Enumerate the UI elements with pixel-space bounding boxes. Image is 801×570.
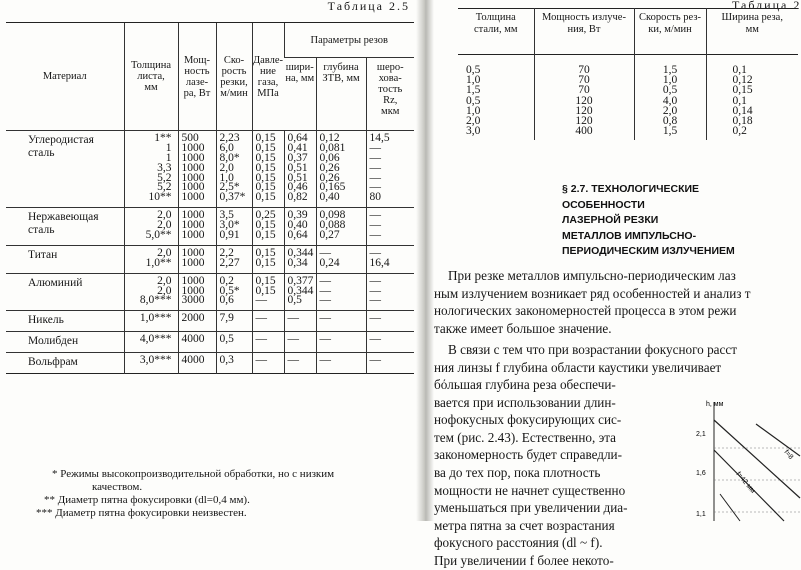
depth-vs-focal-graph <box>696 394 800 521</box>
cell-thickness: 3,0*** <box>124 353 178 374</box>
graph-y-tick: 1,1 <box>696 511 706 518</box>
cell-depth: — — — <box>316 273 366 311</box>
cell-roughness: — <box>366 353 414 374</box>
header-cut-params: Параметры резов <box>284 23 414 58</box>
material-row <box>6 208 414 246</box>
cell-pressure: 0,15 0,15 <box>252 245 284 273</box>
cell-speed: 0,2 0,5* 0,6 <box>216 273 252 311</box>
cell-roughness: — <box>366 311 414 332</box>
header-roughness: шеро- хова- тость Rz, мкм <box>366 58 414 131</box>
footnote-3: *** Диаметр пятна фокусировки неизвестен. <box>36 507 247 519</box>
header-pressure: Давле- ние газа, МПа <box>252 23 284 131</box>
p2-line: В связи с тем что при возрастании фокусного расст <box>448 342 737 357</box>
header-steel-thickness: Толщина стали, мм <box>473 12 518 35</box>
cell-roughness: — — — <box>366 273 414 311</box>
cell-pressure: 0,15 0,15 0,15 0,15 0,15 0,15 0,15 <box>252 131 284 208</box>
cell-speed: 0,3 <box>216 353 252 374</box>
p1-line: При резке металлов импульсно-периодическим лаз <box>448 268 736 283</box>
header-depth: глубина ЗТВ, мм <box>316 58 366 131</box>
cell-speed: 2,2 2,27 <box>216 245 252 273</box>
p1-line: также имеет большое значение. <box>434 320 612 336</box>
cell-roughness: — — — <box>366 208 414 246</box>
cell-width: 0,39 0,40 0,64 <box>284 208 316 246</box>
p1-line: нологических закономерностей процесса в этом режи <box>434 303 737 319</box>
graph-curve-label: f=8 <box>782 448 795 461</box>
graph-y-label: h, мм <box>706 401 724 408</box>
header-speed: Ско- рость резки, м/мин <box>216 23 252 131</box>
cell-width: — <box>284 311 316 332</box>
steel-cutting-table <box>458 8 798 140</box>
graph-curve <box>714 420 800 498</box>
cell-width: — <box>284 332 316 353</box>
graph-curve <box>720 494 740 521</box>
cell-power: 2000 <box>178 311 216 332</box>
footnote-1-cont: качеством. <box>92 481 143 493</box>
cell-width: — <box>284 353 316 374</box>
cell-speed: 2,23 6,0 8,0* 2,0 1,0 2,5* 0,37* <box>216 131 252 208</box>
graph-curve <box>756 424 800 456</box>
cell-depth: 0,12 0,081 0,06 0,26 0,26 0,165 0,40 <box>316 131 366 208</box>
cell-thickness: 4,0*** <box>124 332 178 353</box>
cell-depth: 0,098 0,088 0,27 <box>316 208 366 246</box>
paragraph-1 <box>434 267 800 337</box>
cell-power: 1000 1000 <box>178 245 216 273</box>
material-name: Никель <box>28 314 64 327</box>
cell-width: 0,344 0,34 <box>284 245 316 273</box>
cell-power: 1000 1000 1000 <box>178 208 216 246</box>
p1-line: ным излучением возникает ряд особенностей и анализ т <box>434 285 751 301</box>
cell-pressure: 0,25 0,15 0,15 <box>252 208 284 246</box>
cell-speed: 3,5 3,0* 0,91 <box>216 208 252 246</box>
cell-depth: — 0,24 <box>316 245 366 273</box>
material-row <box>6 353 414 374</box>
material-row <box>6 245 414 273</box>
right-page <box>434 0 801 568</box>
col-cutting-speed: 1,5 1,0 0,5 4,0 2,0 0,8 1,5 <box>634 55 706 141</box>
table-caption-left: Таблица 2.5 <box>327 0 410 13</box>
header-cut-width: Ширина реза, мм <box>706 9 798 55</box>
cell-thickness: 1** 1 1 3,3 5,2 5,2 10** <box>124 131 178 208</box>
header-material: Материал <box>6 23 124 131</box>
cell-width: 0,64 0,41 0,37 0,51 0,51 0,46 0,82 <box>284 131 316 208</box>
cell-pressure: — <box>252 311 284 332</box>
cell-roughness: — <box>366 332 414 353</box>
paragraph-2-wide <box>434 341 800 376</box>
material-name: Титан <box>28 248 58 261</box>
material-name: Алюминий <box>28 276 83 289</box>
cell-thickness: 2,0 1,0** <box>124 245 178 273</box>
material-name: Нержавеющая сталь <box>28 211 99 237</box>
cell-depth: — <box>316 353 366 374</box>
laser-cutting-table <box>6 22 414 374</box>
section-heading: § 2.7. ТЕХНОЛОГИЧЕСКИЕ ОСОБЕННОСТИ ЛАЗЕРНОЙ РЕЗКИ МЕТАЛЛОВ ИМПУЛЬСНО- ПЕРИОДИЧЕСКИМ ИЗЛУЧЕНИЕМ <box>562 183 735 257</box>
left-page <box>0 0 416 521</box>
cell-power: 500 1000 1000 1000 1000 1000 1000 <box>178 131 216 208</box>
material-name: Углеродистая сталь <box>28 134 94 159</box>
material-row <box>6 311 414 332</box>
header-cutting-speed: Скорость рез- ки, м/мин <box>634 9 706 55</box>
footnote-2: ** Диаметр пятна фокусировки (dl=0,4 мм). <box>44 494 250 506</box>
material-row <box>6 273 414 311</box>
cell-power: 4000 <box>178 353 216 374</box>
col-steel-thickness: 0,5 1,0 1,5 0,5 1,0 2,0 3,0 <box>466 64 481 138</box>
cell-power: 4000 <box>178 332 216 353</box>
material-name: Молибден <box>28 335 79 348</box>
header-radiation-power: Мощность излуче- ния, Вт <box>534 9 634 55</box>
cell-pressure: 0,15 0,15 — <box>252 273 284 311</box>
table-caption-right: Таблица 2 <box>732 0 801 12</box>
cell-power: 1000 1000 3000 <box>178 273 216 311</box>
cell-roughness: — 16,4 <box>366 245 414 273</box>
cell-depth: — <box>316 332 366 353</box>
footnote-1: * Режимы высокопроизводительной обработки, но с низким <box>52 468 335 480</box>
cell-roughness: 14,5 — — — — — 80 <box>366 131 414 208</box>
cell-speed: 7,9 <box>216 311 252 332</box>
material-name: Вольфрам <box>28 356 78 369</box>
paragraph-2-narrow: бόльшая глубина реза обеспечи- вается при использовании длин- нофокусных фокусирующих сис- тем (рис. 2.43). Естественно, эта закономерность будет справедли- ва до тех пор, пока плотность мощности не начнет существенно уменьшаться при увеличении диа- метра пятна за счет возрастания фокусного расстояния (dl ~ f). При увеличении f более некото- <box>434 377 628 568</box>
cell-depth: — <box>316 311 366 332</box>
cell-pressure: — <box>252 353 284 374</box>
cell-width: 0,377 0,344 0,5 <box>284 273 316 311</box>
material-row <box>6 332 414 353</box>
header-width: шири- на, мм <box>285 62 315 84</box>
col-cut-width: 0,1 0,12 0,15 0,1 0,14 0,18 0,2 <box>706 55 798 141</box>
graph-y-tick: 2,1 <box>696 431 706 438</box>
graph-curve-label: f=42 мм <box>734 470 757 495</box>
col-radiation-power: 70 70 70 120 120 120 400 <box>534 55 634 141</box>
header-power: Мощ- ность лазе- ра, Вт <box>178 23 216 131</box>
graph-y-tick: 1,6 <box>696 470 706 477</box>
cell-thickness: 1,0*** <box>124 311 178 332</box>
cell-pressure: — <box>252 332 284 353</box>
cell-thickness: 2,0 2,0 5,0** <box>124 208 178 246</box>
cell-speed: 0,5 <box>216 332 252 353</box>
book-gutter <box>416 0 434 521</box>
header-thickness: Толщина листа, мм <box>124 23 178 131</box>
material-row <box>6 131 414 208</box>
p2-line: ния линзы f глубина области каустики увеличивает <box>434 359 722 375</box>
cell-thickness: 2,0 2,0 8,0*** <box>124 273 178 311</box>
